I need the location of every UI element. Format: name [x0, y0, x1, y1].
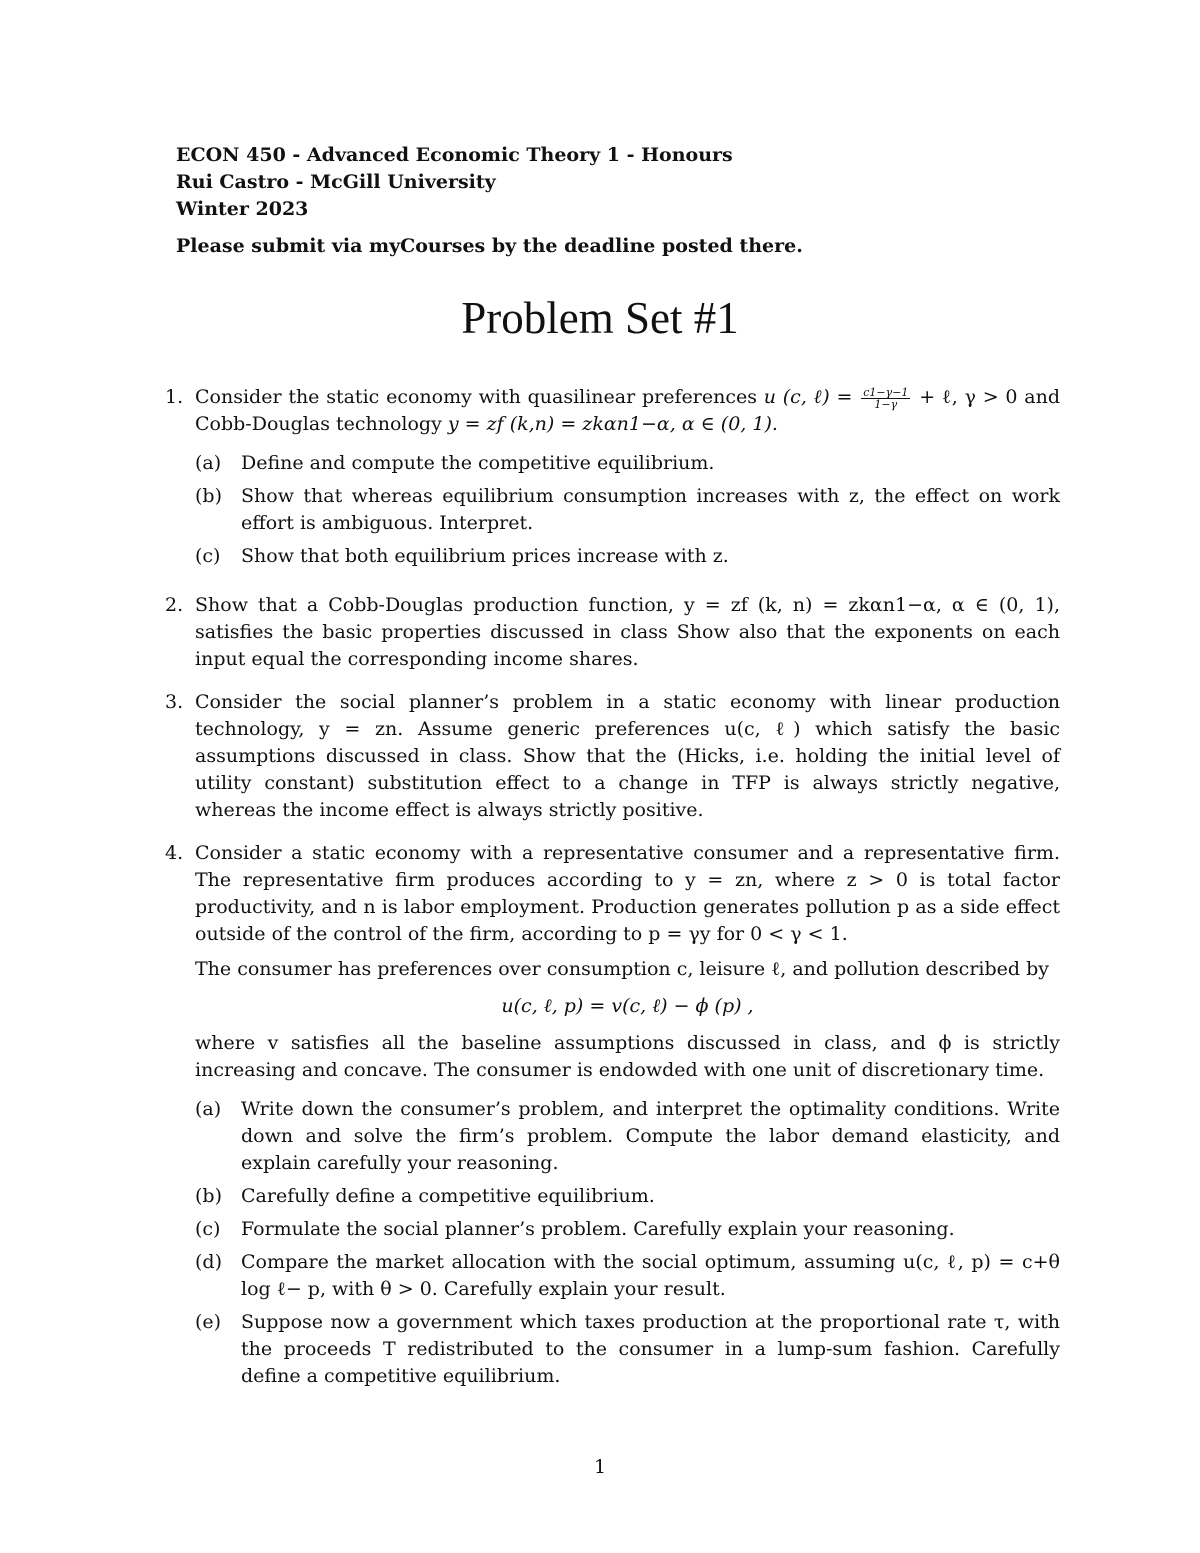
subproblem-4d: (d) Compare the market allocation with the social optimum, assuming u(c, ℓ, p) = c+θ log ℓ− p, with θ > 0. Carefully explain your result. [195, 1251, 1060, 1300]
problem-3 [165, 689, 1060, 824]
subproblem-4c: (c) Formulate the social planner’s problem. Carefully explain your reasoning. [195, 1218, 955, 1240]
subproblem-4a: (a) Write down the consumer’s problem, and interpret the optimality conditions. Write down and solve the firm’s problem. Compute the labor demand elasticity, and explain carefully your reasoning. [195, 1098, 1060, 1174]
submission-note: Please submit via myCourses by the deadline posted there. [176, 235, 803, 257]
subproblem-1c: (c) Show that both equilibrium prices increase with z. [195, 545, 729, 567]
problem-4 [165, 840, 1060, 1396]
utility-function: u (c, ℓ) = [763, 386, 853, 408]
subproblem-4b: (b) Carefully define a competitive equilibrium. [195, 1185, 655, 1207]
course-title: ECON 450 - Advanced Economic Theory 1 - Honours [176, 144, 733, 166]
subproblem-4e: (e) Suppose now a government which taxes production at the proportional rate τ, with the proceeds T redistributed to the consumer in a lump-sum fashion. Carefully define a competitive equilibrium. [195, 1311, 1060, 1387]
preferences-intro: The consumer has preferences over consumption c, leisure ℓ, and pollution described by [195, 958, 1049, 980]
assumptions: where v satisfies all the baseline assumptions discussed in class, and ϕ is strictly increasing and concave. The consumer is endowded with one unit of discretionary time. [195, 1032, 1060, 1081]
problem-number: 1. [165, 386, 184, 408]
problem-statement: Consider a static economy with a representative consumer and a representative firm. The representative firm produces according to y = zn, where z > 0 is total factor productivity, and n is labor employment. Production generates pollution p as a side effect outside of the control of the firm, according to p = γy for 0 < γ < 1. [195, 842, 1060, 945]
problem-2 [165, 592, 1060, 673]
instructor: Rui Castro - McGill University [176, 171, 496, 193]
problem-statement: Show that a Cobb-Douglas production function, y = zf (k, n) = zkαn1−α, α ∈ (0, 1), satisfies the basic properties discussed in class Show also that the exponents on each input equal the corresponding income shares. [195, 594, 1060, 670]
technology: y = zf (k,n) = zkαn1−α, α ∈ (0, 1). [447, 413, 778, 435]
term: Winter 2023 [176, 198, 309, 220]
subproblem-1b: (b) Show that whereas equilibrium consumption increases with z, the effect on work effort is ambiguous. Interpret. [195, 485, 1060, 534]
utility-equation: u(c, ℓ, p) = v(c, ℓ) − ϕ (p) , [501, 995, 754, 1017]
page-title: Problem Set #1 [461, 293, 739, 343]
problem-1 [165, 384, 1060, 576]
problem-statement: Consider the static economy with quasilinear preferences u (c, ℓ) = $\frac{c1-\gamma-1}{1-\gamma}$ + ℓ, γ > 0 and Cobb-Douglas technology y = zf (k,n) = zkαn1−α, α ∈ (0, 1). [195, 385, 1061, 435]
document-header [176, 142, 803, 260]
problem-number: 3. [165, 691, 184, 713]
problem-number: 4. [165, 842, 184, 864]
problem-list [165, 384, 1060, 1412]
utility-fraction: $\frac{c1-\gamma-1}{1-\gamma}$ [863, 385, 909, 411]
page-number: 1 [593, 1456, 607, 1478]
problem-number: 2. [165, 594, 184, 616]
problem-statement: Consider the social planner’s problem in a static economy with linear production technology, y = zn. Assume generic preferences u(c, ℓ) which satisfy the basic assumptions discussed in class. Show that the (Hicks, i.e. holding the initial level of utility constant) substitution effect to a change in TFP is always strictly negative, whereas the income effect is always strictly positive. [195, 691, 1060, 821]
subproblem-1a: (a) Define and compute the competitive equilibrium. [195, 452, 715, 474]
